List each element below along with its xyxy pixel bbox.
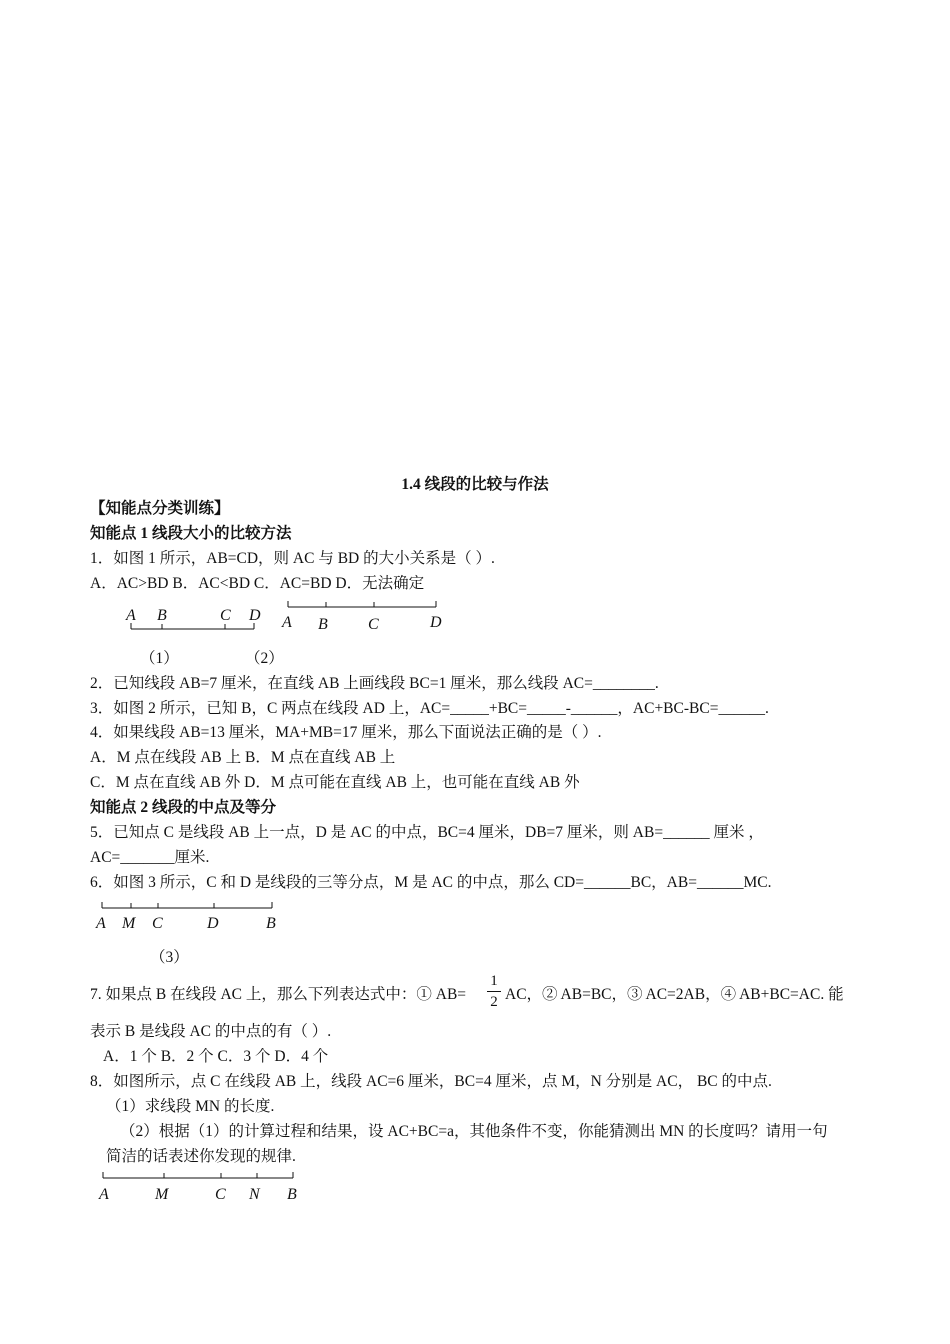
page-title: 1.4 线段的比较与作法	[401, 476, 549, 493]
fraction-bar	[487, 991, 501, 992]
fig4-label-m: M	[155, 1186, 169, 1203]
fig1-label-a: A	[126, 607, 136, 624]
question-8-sub-2-line-2: 简洁的话表述你发现的规律.	[106, 1148, 296, 1165]
knowledge-point-2: 知能点 2 线段的中点及等分	[90, 799, 277, 816]
question-8-sub-1: （1）求线段 MN 的长度.	[106, 1098, 275, 1115]
fig2-label-a: A	[282, 614, 292, 631]
question-4: 4．如果线段 AB=13 厘米，MA+MB=17 厘米，那么下面说法正确的是（ ）.	[90, 724, 602, 741]
question-4-options-2: C．M 点在直线 AB 外 D．M 点可能在直线 AB 上，也可能在直线 AB 外	[90, 774, 580, 791]
fig2-label-c: C	[368, 616, 379, 633]
fig2-label-b: B	[318, 616, 328, 633]
fig1-label-b: B	[157, 607, 167, 624]
fig2-label-d: D	[430, 614, 442, 631]
figure-3-caption: （3）	[150, 949, 189, 966]
figure-2-caption: （2）	[245, 650, 284, 667]
fraction-numerator: 1	[490, 973, 498, 989]
question-5-line-1: 5．已知点 C 是线段 AB 上一点，D 是 AC 的中点，BC=4 厘米，DB=7 厘米，则 AB=______ 厘米 ，	[90, 824, 764, 841]
figure-3	[92, 898, 292, 938]
fig4-label-c: C	[215, 1186, 226, 1203]
fig1-label-d: D	[249, 607, 261, 624]
knowledge-point-1: 知能点 1 线段大小的比较方法	[90, 525, 292, 542]
figure-1	[120, 600, 270, 640]
fig1-label-c: C	[220, 607, 231, 624]
fig4-label-a: A	[99, 1186, 109, 1203]
question-6: 6．如图 3 所示，C 和 D 是线段的三等分点，M 是 AC 的中点，那么 CD=______BC，AB=______MC.	[90, 874, 772, 891]
question-1: 1．如图 1 所示，AB=CD，则 AC 与 BD 的大小关系是（ ）.	[90, 550, 495, 567]
question-3: 3．如图 2 所示，已知 B，C 两点在线段 AD 上，AC=_____+BC=_____-______，AC+BC-BC=______.	[90, 700, 769, 717]
question-7-part-2: AC，② AB=BC，③ AC=2AB，④ AB+BC=AC. 能	[505, 986, 844, 1003]
question-7-part-1: 7. 如果点 B 在线段 AC 上，那么下列表达式中：① AB=	[90, 986, 467, 1003]
question-8-sub-2-line-1: （2）根据（1）的计算过程和结果，设 AC+BC=a，其他条件不变，你能猜测出 MN 的长度吗？请用一句	[120, 1123, 828, 1140]
question-1-options: A．AC>BD B．AC<BD C．AC=BD D．无法确定	[90, 575, 425, 592]
fig3-label-b: B	[266, 915, 276, 932]
figure-1-caption: （1）	[140, 650, 179, 667]
fraction-denominator: 2	[490, 994, 498, 1010]
fig4-label-n: N	[249, 1186, 260, 1203]
question-8: 8．如图所示，点 C 在线段 AB 上，线段 AC=6 厘米，BC=4 厘米，点 M，N 分别是 AC， BC 的中点.	[90, 1073, 772, 1090]
fig3-label-d: D	[207, 915, 219, 932]
question-7-line-2: 表示 B 是线段 AC 的中点的有（ ）.	[90, 1023, 332, 1040]
fig3-label-a: A	[96, 915, 106, 932]
question-5-line-2: AC=_______厘米.	[90, 849, 210, 866]
question-7-options: A．1 个 B．2 个 C．3 个 D．4 个	[103, 1048, 329, 1065]
fig3-label-c: C	[152, 915, 163, 932]
fig4-label-b: B	[287, 1186, 297, 1203]
question-2: 2．已知线段 AB=7 厘米，在直线 AB 上画线段 BC=1 厘米，那么线段 AC=________.	[90, 675, 659, 692]
figure-4	[95, 1168, 305, 1208]
fraction-one-half	[487, 972, 501, 1011]
section-header: 【知能点分类训练】	[90, 500, 230, 517]
question-4-options-1: A．M 点在线段 AB 上 B．M 点在直线 AB 上	[90, 749, 396, 766]
figure-2	[280, 597, 450, 637]
fig3-label-m: M	[122, 915, 136, 932]
